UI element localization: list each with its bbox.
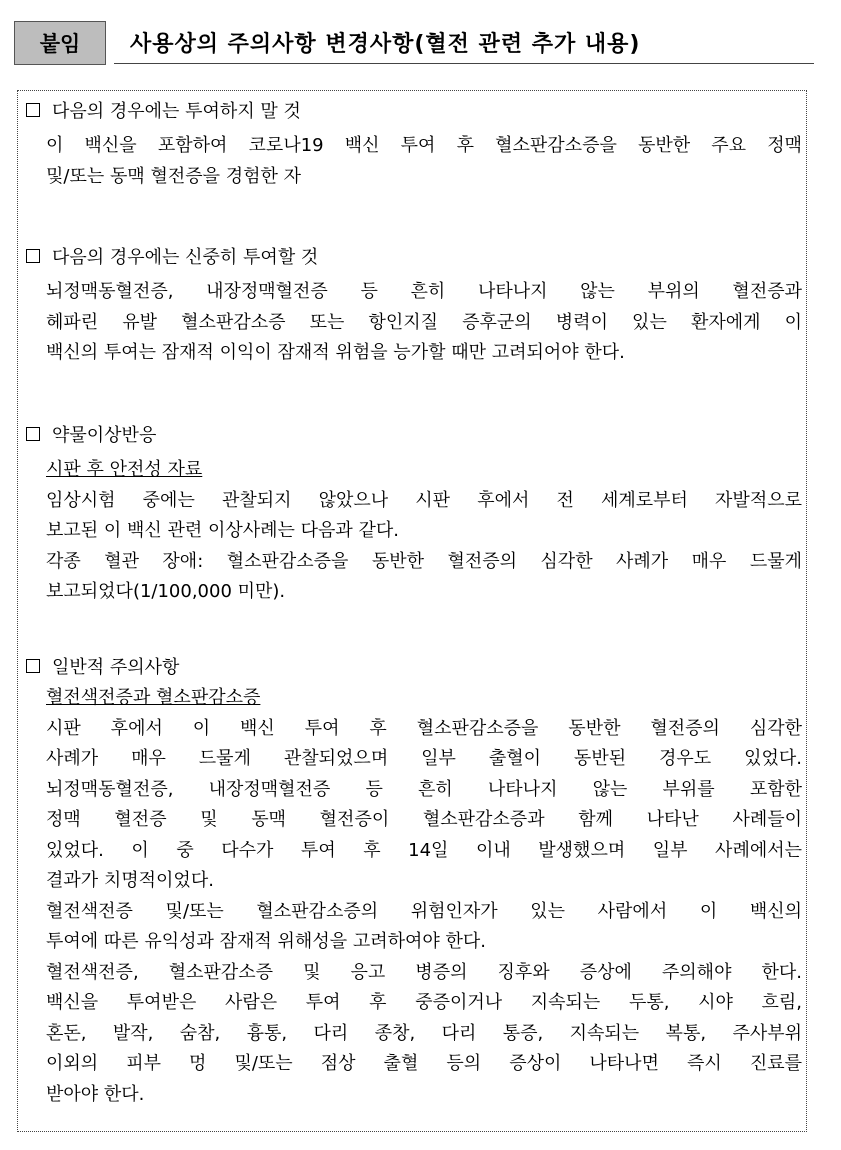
checkbox-icon [26, 249, 40, 263]
body-line: 투여에 따른 유익성과 잠재적 위해성을 고려하여야 한다. [46, 931, 486, 952]
content-box [17, 90, 807, 1132]
body-line: 이 백신을 포함하여 코로나19 백신 투여 후 혈소판감소증을 동반한 주요 정맥 [46, 135, 802, 156]
section-heading-adverse-reactions [26, 421, 156, 447]
section-body-contraindications [46, 131, 802, 192]
body-line: 임상시험 중에는 관찰되지 않았으나 시판 후에서 전 세계로부터 자발적으로 [46, 489, 802, 511]
checkbox-icon [26, 659, 40, 673]
title-underline [114, 63, 814, 64]
body-line: 헤파린 유발 혈소판감소증 또는 항인지질 증후군의 병력이 있는 환자에게 이 [46, 311, 802, 333]
section-heading-text: 다음의 경우에는 신중히 투여할 것 [52, 247, 319, 268]
body-line: 혼돈, 발작, 숨참, 흉통, 다리 종창, 다리 통증, 지속되는 복통, 주사부위 [46, 1022, 802, 1044]
body-line: 결과가 치명적이었다. [46, 870, 214, 891]
subheading: 시판 후 안전성 자료 [46, 459, 203, 480]
section-heading-general-precautions [26, 653, 179, 679]
section-heading-text: 다음의 경우에는 투여하지 말 것 [52, 101, 301, 122]
subheading: 혈전색전증과 혈소판감소증 [46, 687, 261, 708]
section-body-adverse-reactions [46, 455, 802, 608]
section-body-general-precautions [46, 683, 802, 1110]
section-heading-text: 일반적 주의사항 [52, 657, 180, 678]
document-title: 사용상의 주의사항 변경사항(혈전 관련 추가 내용) [130, 32, 641, 57]
section-body-precautions [46, 277, 802, 369]
checkbox-icon [26, 427, 40, 441]
section-heading-text: 약물이상반응 [52, 425, 157, 446]
document-header [14, 21, 814, 65]
body-line: 받아야 한다. [46, 1083, 145, 1105]
body-line: 정맥 혈전증 및 동맥 혈전증이 혈소판감소증과 함께 나타난 사례들이 [46, 809, 802, 830]
body-line: 각종 혈관 장애: 혈소판감소증을 동반한 혈전증의 심각한 사례가 매우 드물게 [46, 550, 802, 572]
body-line: 뇌정맥동혈전증, 내장정맥혈전증 등 흔히 나타나지 않는 부위를 포함한 [46, 778, 802, 800]
body-line: 이외의 피부 멍 및/또는 점상 출혈 등의 증상이 나타나면 즉시 진료를 [46, 1053, 802, 1074]
body-line: 백신을 투여받은 사람은 투여 후 중증이거나 지속되는 두통, 시야 흐림, [46, 992, 802, 1013]
body-line: 혈전색전증 및/또는 혈소판감소증의 위험인자가 있는 사람에서 이 백신의 [46, 900, 802, 922]
section-heading-precautions [26, 243, 318, 269]
body-line: 보고된 이 백신 관련 이상사례는 다음과 같다. [46, 520, 400, 541]
body-line: 보고되었다(1/100,000 미만). [46, 581, 286, 602]
checkbox-icon [26, 103, 40, 117]
body-line: 백신의 투여는 잠재적 이익이 잠재적 위험을 능가할 때만 고려되어야 한다. [46, 342, 625, 363]
body-line: 뇌정맥동혈전증, 내장정맥혈전증 등 흔히 나타나지 않는 부위의 혈전증과 [46, 281, 802, 302]
body-line: 시판 후에서 이 백신 투여 후 혈소판감소증을 동반한 혈전증의 심각한 [46, 717, 802, 739]
body-line: 있었다. 이 중 다수가 투여 후 14일 이내 발생했으며 일부 사례에서는 [46, 839, 802, 861]
body-line: 및/또는 동맥 혈전증을 경험한 자 [46, 165, 301, 187]
section-heading-contraindications [26, 97, 301, 123]
body-line: 사례가 매우 드물게 관찰되었으며 일부 출혈이 동반된 경우도 있었다. [46, 748, 802, 769]
body-line: 혈전색전증, 혈소판감소증 및 응고 병증의 징후와 증상에 주의해야 한다. [46, 961, 802, 983]
attachment-tag: 붙임 [14, 21, 106, 65]
